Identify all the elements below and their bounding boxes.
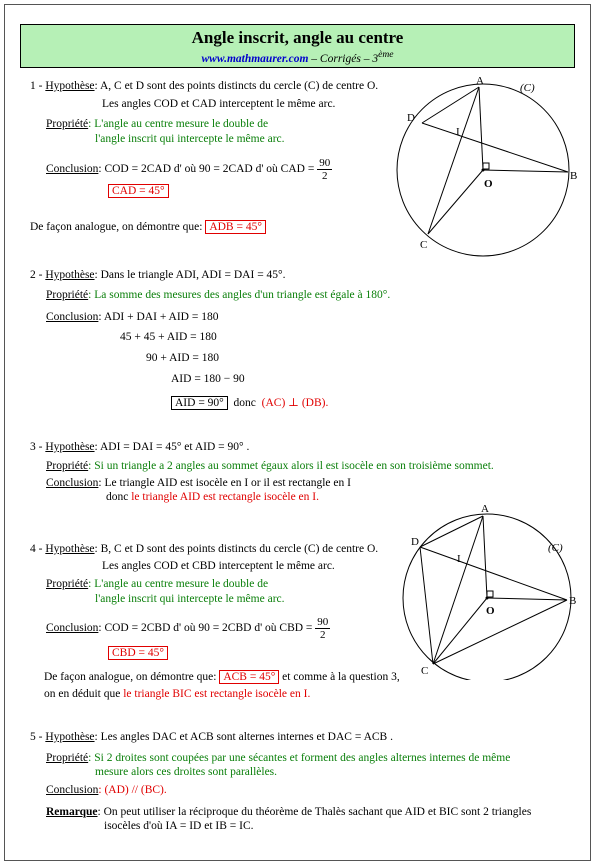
q3-hypothesis: 3 - Hypothèse: ADI = DAI = 45° et AID = 90° .: [30, 441, 250, 453]
q3-conclusion-line2: donc le triangle AID est rectangle isocèle en I.: [106, 491, 319, 503]
segment-oa: [479, 87, 483, 170]
segment-da-2: [420, 516, 483, 547]
label-a: A: [476, 75, 484, 87]
q4-hypothesis-line2: Les angles COD et CBD interceptent le même arc.: [102, 560, 335, 572]
segment-oc-2: [433, 598, 487, 664]
segment-ac-2: [433, 516, 483, 664]
q4-analog: De façon analogue, on démontre que: ACB = 45° et comme à la question 3,: [44, 671, 400, 683]
segment-ac: [428, 87, 479, 234]
segment-cb-2: [433, 600, 567, 664]
q4-deduce: on en déduit que le triangle BIC est rectangle isocèle en I.: [44, 688, 311, 700]
site-link[interactable]: www.mathmaurer.com: [201, 52, 309, 65]
q4-conclusion: Conclusion: COD = 2CBD d' où 90 = 2CBD d' où CBD = $\frac{90}{2}$: [46, 616, 329, 641]
q5-property: Propriété: Si 2 droites sont coupées par une sécantes et forment des angles alternes internes de même: [46, 752, 511, 764]
segment-dc-2: [420, 547, 433, 664]
q4-property-line2: l'angle inscrit qui intercepte le même arc.: [95, 593, 285, 605]
segment-oc: [428, 170, 483, 234]
q2-line4: AID = 180 − 90: [171, 373, 245, 385]
q2-property: Propriété: La somme des mesures des angles d'un triangle est égale à 180°.: [46, 289, 391, 301]
label-b: B: [570, 170, 578, 182]
q4-result: CBD = 45°: [108, 647, 168, 659]
right-angle-mark: [483, 163, 489, 169]
q2-result: AID = 90° donc (AC) ⊥ (DB).: [171, 395, 328, 409]
q1-analog: De façon analogue, on démontre que: ADB = 45°: [30, 221, 266, 233]
label-i: I: [456, 126, 460, 138]
q1-fraction: $\frac{90}{2}$: [319, 157, 331, 182]
q3-property: Propriété: Si un triangle a 2 angles au sommet égaux alors il est isocèle en son troisième sommet.: [46, 460, 494, 472]
q4-fraction: $\frac{90}{2}$: [317, 616, 329, 641]
label-b-2: B: [569, 595, 577, 607]
q2-conclusion: Conclusion: ADI + DAI + AID = 180: [46, 311, 219, 323]
label-circle: (C): [520, 82, 535, 94]
q5-property-line2: mesure alors ces droites sont parallèles.: [95, 766, 278, 778]
segment-ob: [483, 170, 568, 172]
label-a-2: A: [481, 503, 489, 515]
label-c: C: [420, 239, 428, 251]
segment-da: [422, 87, 479, 123]
q5-remark-line2: isocèles d'où IA = ID et IB = IC.: [104, 820, 254, 832]
segment-oa-2: [483, 516, 487, 598]
figure-2: [395, 500, 590, 680]
q2-line3: 90 + AID = 180: [146, 352, 220, 364]
q2-line2: 45 + 45 + AID = 180: [120, 331, 217, 343]
label-o: O: [484, 178, 493, 190]
q4-property: Propriété: L'angle au centre mesure le double de: [46, 578, 269, 590]
label-d: D: [407, 112, 415, 124]
q3-conclusion: Conclusion: Le triangle AID est isocèle en I or il est rectangle en I: [46, 477, 351, 489]
segment-ob-2: [487, 598, 567, 600]
right-angle-mark-2: [487, 591, 493, 597]
label-o-2: O: [486, 605, 495, 617]
q1-conclusion: Conclusion: COD = 2CAD d' où 90 = 2CAD d' où CAD = $\frac{90}{2}$: [46, 157, 331, 182]
segment-db: [422, 123, 568, 172]
q5-conclusion: Conclusion: (AD) // (BC).: [46, 784, 167, 796]
figure-1: [390, 75, 590, 265]
q2-hypothesis: 2 - Hypothèse: Dans le triangle ADI, ADI = DAI = 45°.: [30, 269, 286, 281]
q1-property: Propriété: L'angle au centre mesure le double de: [46, 118, 269, 130]
q1-hypothesis: 1 - Hypothèse: A, C et D sont des points distincts du cercle (C) de centre O.: [30, 80, 379, 92]
label-circle-2: (C): [548, 542, 563, 554]
label-i-2: I: [457, 553, 461, 565]
label-d-2: D: [411, 536, 419, 548]
q4-hypothesis: 4 - Hypothèse: B, C et D sont des points distincts du cercle (C) de centre O.: [30, 543, 379, 555]
page-title: Angle inscrit, angle au centre: [191, 28, 404, 47]
label-c-2: C: [421, 665, 429, 677]
q1-hypothesis-line2: Les angles COD et CAD interceptent le même arc.: [102, 98, 336, 110]
q5-hypothesis: 5 - Hypothèse: Les angles DAC et ACB sont alternes internes et DAC = ACB .: [30, 731, 393, 743]
page-subtitle: www.mathmaurer.com – Corrigés – 3ème: [201, 49, 394, 65]
q1-result: CAD = 45°: [108, 185, 169, 197]
page-header: [20, 24, 575, 68]
q5-remark: Remarque: On peut utiliser la réciproque du théorème de Thalès sachant que AID et BIC sont 2 triangles: [46, 806, 532, 818]
q1-property-line2: l'angle inscrit qui intercepte le même arc.: [95, 133, 285, 145]
